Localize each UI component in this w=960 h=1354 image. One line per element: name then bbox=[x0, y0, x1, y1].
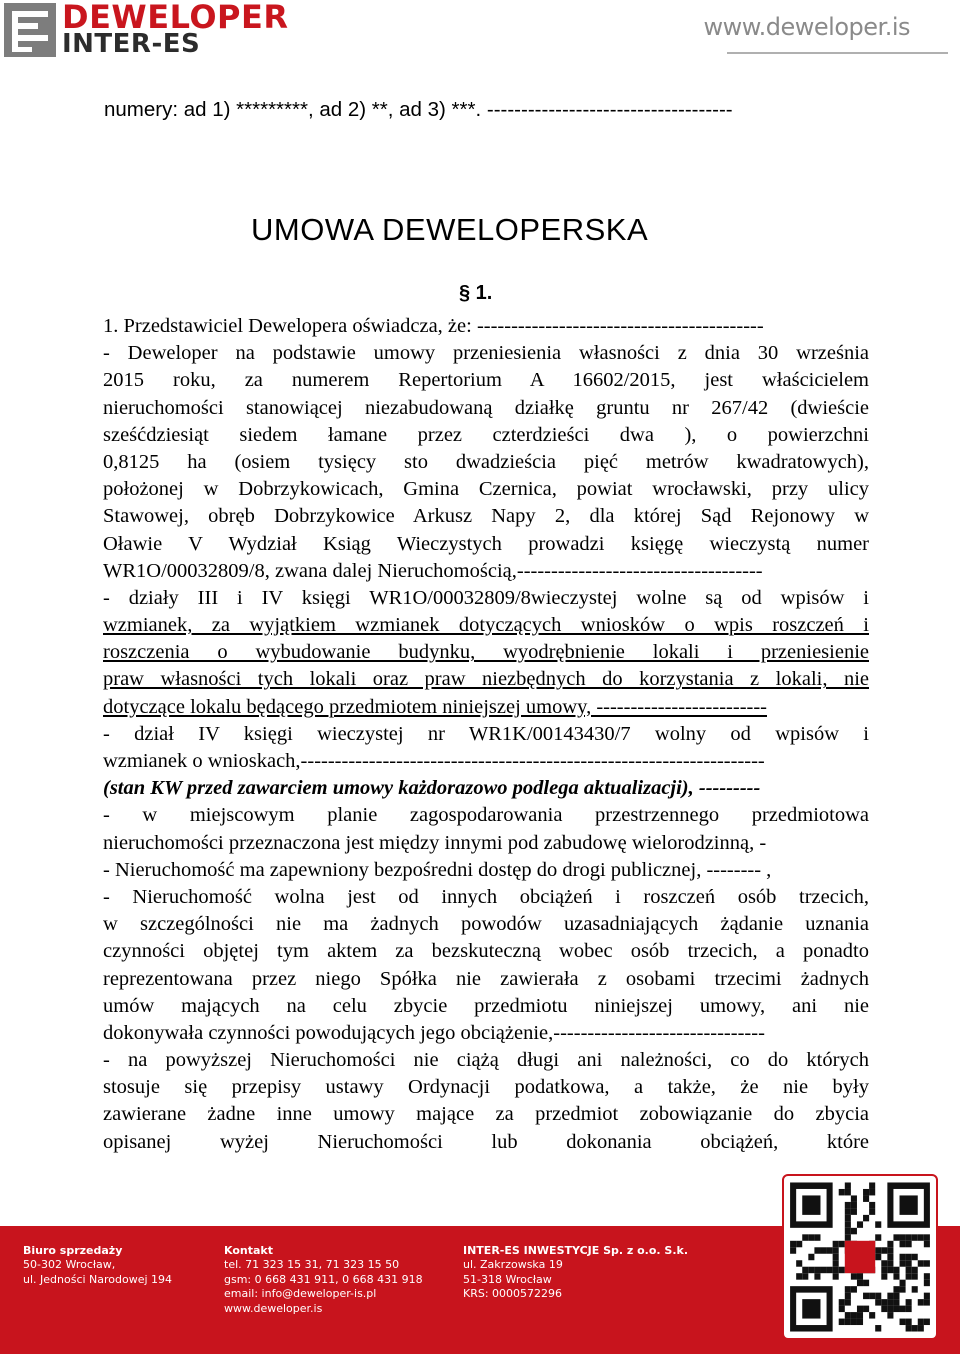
qr-module bbox=[881, 1273, 887, 1279]
qr-module bbox=[802, 1195, 820, 1214]
footer-text: KRS: 0000572296 bbox=[463, 1287, 563, 1301]
qr-module bbox=[845, 1202, 851, 1208]
numbers-line: numery: ad 1) *********, ad 2) **, ad 3) ***. ------------------------------------ bbox=[104, 98, 733, 121]
qr-module bbox=[833, 1273, 839, 1279]
qr-module bbox=[912, 1325, 918, 1331]
qr-module bbox=[869, 1208, 875, 1214]
body-line: wzmianek o wnioskach,-------------------------------------------------------------------- bbox=[103, 750, 765, 772]
body-line: - Nieruchomość ma zapewniony bezpośredni dostęp do drogi publicznej, -------- , bbox=[103, 858, 772, 881]
company-logo-icon bbox=[4, 3, 56, 57]
qr-module bbox=[887, 1306, 893, 1312]
qr-module bbox=[912, 1254, 918, 1260]
qr-module bbox=[906, 1306, 912, 1312]
qr-module bbox=[906, 1319, 912, 1325]
body-line: stosuje się przepisy ustawy Ordynacji podatkowa, a także, że nie były bbox=[103, 1076, 869, 1099]
qr-module bbox=[851, 1202, 857, 1208]
body-line: - Deweloper na podstawie umowy przeniesienia własności z dnia 30 września bbox=[103, 342, 869, 365]
body-line: położonej w Dobrzykowicach, Gmina Czernica, powiat wrocławski, przy ulicy bbox=[103, 478, 869, 501]
qr-module bbox=[887, 1293, 893, 1299]
qr-module bbox=[802, 1234, 808, 1240]
qr-module bbox=[833, 1267, 839, 1273]
logo-text-inter-es: INTER-ES bbox=[62, 29, 201, 59]
qr-module bbox=[869, 1202, 875, 1208]
qr-module bbox=[790, 1241, 796, 1247]
qr-module bbox=[906, 1241, 912, 1247]
qr-module bbox=[893, 1306, 899, 1312]
qr-module bbox=[893, 1286, 899, 1292]
document-body bbox=[103, 313, 869, 1156]
body-line: dokonywała czynności powodujących jego obciążenie,------------------------------- bbox=[103, 1021, 765, 1044]
qr-module bbox=[881, 1267, 887, 1273]
page-header bbox=[0, 0, 960, 70]
qr-module bbox=[869, 1293, 875, 1299]
body-line: praw własności tych lokali oraz praw niezbędnych do korzystania z lokali, nie bbox=[103, 668, 869, 691]
qr-module bbox=[851, 1319, 857, 1325]
qr-module bbox=[845, 1234, 851, 1240]
qr-module bbox=[887, 1247, 893, 1253]
qr-module bbox=[869, 1182, 875, 1188]
qr-module bbox=[906, 1234, 912, 1240]
qr-module bbox=[857, 1280, 863, 1286]
qr-module bbox=[851, 1273, 857, 1279]
qr-module bbox=[851, 1312, 857, 1318]
qr-module bbox=[833, 1260, 839, 1266]
qr-module bbox=[918, 1325, 924, 1331]
qr-module bbox=[881, 1299, 887, 1305]
qr-module bbox=[912, 1286, 918, 1292]
qr-module bbox=[893, 1293, 899, 1299]
qr-module bbox=[887, 1267, 893, 1273]
qr-module bbox=[820, 1247, 826, 1253]
qr-module bbox=[900, 1306, 906, 1312]
qr-module bbox=[875, 1299, 881, 1305]
qr-module bbox=[881, 1306, 887, 1312]
footer-text: ul. Jedności Narodowej 194 bbox=[23, 1272, 173, 1286]
qr-module bbox=[918, 1299, 924, 1305]
body-line: WR1O/00032809/8, zwana dalej Nieruchomością,------------------------------------ bbox=[103, 559, 763, 582]
qr-module bbox=[887, 1312, 893, 1318]
qr-module bbox=[857, 1319, 863, 1325]
section-mark: § 1. bbox=[459, 282, 493, 304]
qr-module bbox=[887, 1299, 893, 1305]
qr-module bbox=[845, 1312, 851, 1318]
footer-text: ul. Zakrzowska 19 bbox=[463, 1258, 563, 1272]
qr-module bbox=[790, 1247, 796, 1253]
qr-module bbox=[906, 1299, 912, 1305]
qr-module bbox=[918, 1319, 924, 1325]
qr-module bbox=[875, 1293, 881, 1299]
qr-module bbox=[900, 1195, 918, 1214]
body-line: 2015 roku, za numerem Repertorium A 16602/2015, jest właścicielem bbox=[103, 369, 869, 392]
footer-heading: INTER-ES INWESTYCJE Sp. z o.o. S.k. bbox=[463, 1244, 689, 1257]
body-line: Oławie V Wydział Ksiąg Wieczystych prowadzi księgę wieczystą numer bbox=[103, 532, 869, 555]
qr-module bbox=[912, 1267, 918, 1273]
footer-contact bbox=[224, 1244, 423, 1316]
body-line: - dział IV księgi wieczystej nr WR1K/00143430/7 wolny od wpisów i bbox=[103, 722, 869, 745]
qr-module bbox=[924, 1273, 930, 1279]
qr-module bbox=[796, 1260, 802, 1266]
qr-module bbox=[875, 1325, 881, 1331]
website-link[interactable]: www.deweloper.is bbox=[703, 13, 910, 41]
qr-module bbox=[814, 1273, 820, 1279]
qr-module bbox=[839, 1189, 845, 1195]
qr-module bbox=[887, 1260, 893, 1266]
qr-module bbox=[851, 1286, 857, 1292]
qr-module bbox=[845, 1286, 851, 1292]
qr-module bbox=[900, 1254, 906, 1260]
body-line: opisanej wyżej Nieruchomości lub dokonania obciążeń, które bbox=[103, 1130, 869, 1153]
qr-module bbox=[833, 1247, 839, 1253]
qr-module bbox=[851, 1195, 857, 1201]
qr-module bbox=[924, 1260, 930, 1266]
qr-module bbox=[845, 1293, 851, 1299]
qr-module bbox=[912, 1273, 918, 1279]
qr-module bbox=[863, 1280, 869, 1286]
qr-module bbox=[906, 1260, 912, 1266]
qr-module bbox=[863, 1306, 869, 1312]
qr-module bbox=[845, 1221, 851, 1227]
qr-module bbox=[833, 1241, 839, 1247]
qr-module bbox=[924, 1293, 930, 1299]
qr-module bbox=[863, 1195, 869, 1201]
body-line: 0,8125 ha (osiem tysięcy sto dwadzieścia pięć metrów kwadratowych), bbox=[103, 450, 869, 473]
body-line: umów mających na celu zbycie przedmiotu niniejszej umowy, ani nie bbox=[103, 994, 869, 1017]
footer-gsm: gsm: 0 668 431 911, 0 668 431 918 bbox=[224, 1272, 423, 1286]
qr-module bbox=[918, 1234, 924, 1240]
document-title: UMOWA DEWELOPERSKA bbox=[251, 212, 649, 247]
body-line: - na powyższej Nieruchomości nie ciążą długi ani należności, co do których bbox=[103, 1049, 869, 1072]
qr-module bbox=[924, 1234, 930, 1240]
qr-module bbox=[796, 1241, 802, 1247]
qr-module bbox=[845, 1182, 851, 1188]
qr-module bbox=[814, 1267, 820, 1273]
qr-module bbox=[845, 1299, 851, 1305]
qr-code-graphic bbox=[784, 1176, 936, 1338]
qr-module bbox=[796, 1273, 802, 1279]
body-line: w szczególności nie ma żadnych powodów uzasadniających żądanie uznania bbox=[103, 913, 869, 936]
qr-module bbox=[845, 1215, 851, 1221]
qr-module bbox=[857, 1306, 863, 1312]
qr-module bbox=[887, 1241, 893, 1247]
qr-module bbox=[839, 1299, 845, 1305]
body-line: (stan KW przed zawarciem umowy każdorazowo podlega aktualizacji), --------- bbox=[103, 777, 761, 800]
qr-module bbox=[839, 1241, 845, 1247]
qr-module bbox=[802, 1273, 808, 1279]
qr-module bbox=[918, 1260, 924, 1266]
qr-module bbox=[833, 1254, 839, 1260]
qr-module bbox=[893, 1299, 899, 1305]
body-line: nieruchomości przeznaczona jest między innymi pod zabudowę wielorodzinną, - bbox=[103, 831, 767, 854]
qr-module bbox=[906, 1254, 912, 1260]
qr-module bbox=[802, 1299, 820, 1318]
qr-module bbox=[924, 1319, 930, 1325]
qr-module bbox=[893, 1273, 899, 1279]
qr-module bbox=[820, 1267, 826, 1273]
qr-module bbox=[851, 1228, 857, 1234]
qr-module bbox=[869, 1312, 875, 1318]
qr-code-icon bbox=[782, 1174, 938, 1340]
qr-module bbox=[924, 1241, 930, 1247]
qr-module bbox=[900, 1319, 906, 1325]
qr-module bbox=[900, 1241, 906, 1247]
body-line: - działy III i IV księgi WR1O/00032809/8wieczystej wolne są od wpisów i bbox=[103, 586, 869, 609]
qr-module bbox=[808, 1234, 814, 1240]
footer-website[interactable]: www.deweloper.is bbox=[224, 1301, 323, 1315]
qr-module bbox=[863, 1215, 869, 1221]
qr-module bbox=[900, 1280, 906, 1286]
qr-module bbox=[881, 1260, 887, 1266]
qr-module bbox=[845, 1208, 851, 1214]
footer-phone: tel. 71 323 15 31, 71 323 15 50 bbox=[224, 1258, 400, 1272]
qr-module bbox=[912, 1234, 918, 1240]
qr-module bbox=[924, 1299, 930, 1305]
qr-module bbox=[845, 1189, 851, 1195]
footer-text: 50-302 Wrocław, bbox=[23, 1258, 116, 1272]
body-line: 1. Przedstawiciel Dewelopera oświadcza, że: ------------------------------------------ bbox=[103, 315, 764, 337]
footer-heading: Kontakt bbox=[224, 1244, 273, 1257]
footer-text: 51-318 Wrocław bbox=[463, 1272, 552, 1286]
qr-module bbox=[875, 1247, 881, 1253]
qr-module bbox=[814, 1234, 820, 1240]
qr-module bbox=[839, 1306, 845, 1312]
qr-module bbox=[900, 1234, 906, 1240]
body-line: czynności objętej tym aktem za bezskuteczną wobec osób trzecich, a ponadto bbox=[103, 940, 869, 963]
body-line: reprezentowana przez niego Spółka nie zawierała z osobami trzecimi żadnych bbox=[103, 967, 869, 990]
qr-module bbox=[857, 1312, 863, 1318]
qr-module bbox=[802, 1267, 808, 1273]
body-line: nieruchomości stanowiącej niezabudowaną działkę gruntu nr 267/42 (dwieście bbox=[103, 396, 869, 419]
qr-module bbox=[857, 1273, 863, 1279]
body-line: - Nieruchomość wolna jest od innych obciążeń i roszczeń osób trzecich, bbox=[103, 885, 869, 908]
logo-text-deweloper: DEWELOPER bbox=[62, 0, 289, 36]
qr-module bbox=[875, 1234, 881, 1240]
body-line: - w miejscowym planie zagospodarowania przestrzennego przedmiotowa bbox=[103, 804, 869, 827]
body-line: wzmianek, za wyjątkiem wzmianek dotyczących wniosków o wpis roszczeń i bbox=[103, 614, 869, 637]
footer-sales-office bbox=[23, 1244, 172, 1287]
qr-module bbox=[924, 1280, 930, 1286]
qr-module bbox=[839, 1267, 845, 1273]
qr-module bbox=[827, 1247, 833, 1253]
qr-module bbox=[857, 1221, 863, 1227]
qr-module bbox=[827, 1267, 833, 1273]
qr-module bbox=[851, 1208, 857, 1214]
footer-email[interactable]: email: info@deweloper-is.pl bbox=[224, 1287, 377, 1301]
qr-module bbox=[887, 1254, 893, 1260]
qr-module bbox=[906, 1267, 912, 1273]
body-line: Stawowej, obręb Dobrzykowice Arkusz Napy 2, dla której Sąd Rejonowy w bbox=[103, 505, 869, 528]
qr-module bbox=[808, 1254, 814, 1260]
qr-module bbox=[863, 1189, 869, 1195]
qr-module bbox=[814, 1247, 820, 1253]
qr-module bbox=[906, 1273, 912, 1279]
qr-module bbox=[845, 1228, 851, 1234]
qr-module bbox=[875, 1254, 881, 1260]
qr-module bbox=[900, 1286, 906, 1292]
body-line: sześćdziesiąt siedem łamane przez czterdzieści dwa ), o powierzchni bbox=[103, 423, 869, 446]
qr-module bbox=[893, 1267, 899, 1273]
body-line: roszczenia o wybudowanie budynku, wyodrębnienie lokali i przeniesienie bbox=[103, 641, 869, 664]
footer-heading: Biuro sprzedaży bbox=[23, 1244, 123, 1257]
qr-module bbox=[893, 1234, 899, 1240]
qr-module bbox=[906, 1325, 912, 1331]
qr-module bbox=[875, 1221, 881, 1227]
qr-module bbox=[845, 1319, 851, 1325]
qr-module bbox=[900, 1260, 906, 1266]
qr-module bbox=[881, 1247, 887, 1253]
footer-company bbox=[463, 1244, 688, 1302]
qr-module bbox=[839, 1319, 845, 1325]
header-divider bbox=[727, 52, 948, 54]
qr-module bbox=[869, 1189, 875, 1195]
qr-module bbox=[863, 1293, 869, 1299]
qr-module bbox=[845, 1241, 875, 1273]
body-line: zawierane żadne inne umowy mające za przedmiot zobowiązanie do zbycia bbox=[103, 1103, 869, 1126]
qr-module bbox=[808, 1267, 814, 1273]
body-line: dotyczące lokalu będącego przedmiotem niniejszej umowy, ------------------------- bbox=[103, 695, 767, 718]
